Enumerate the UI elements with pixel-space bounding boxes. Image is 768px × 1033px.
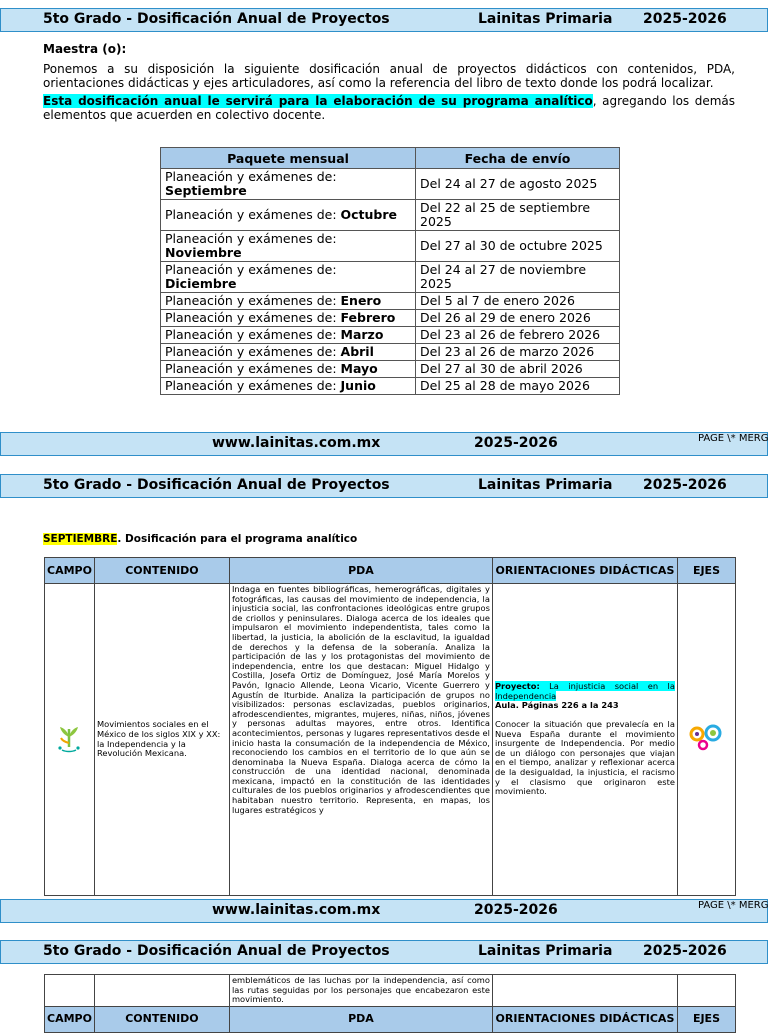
footer-website: www.lainitas.com.mx	[212, 435, 381, 451]
intro	[43, 42, 735, 122]
header-title: 5to Grado - Dosificación Anual de Proyectos	[43, 11, 390, 27]
col-ejes: EJES	[677, 558, 735, 584]
package-prefix: Planeación y exámenes de:	[165, 231, 337, 246]
package-month: Enero	[340, 293, 382, 308]
package-month-cell	[161, 231, 416, 262]
col-pda-2: PDA	[229, 1006, 492, 1032]
package-month: Septiembre	[165, 183, 247, 198]
page-header-2	[0, 474, 768, 498]
section-month: SEPTIEMBRE	[43, 533, 118, 545]
package-month-cell	[161, 378, 416, 395]
page-header-3	[0, 940, 768, 964]
footer-year-2: 2025-2026	[474, 902, 558, 918]
intro-tail: , agregando los demás elementos que acuerden en colectivo docente.	[43, 94, 735, 122]
table-row	[45, 975, 736, 1007]
table-row	[161, 293, 620, 310]
package-table	[160, 147, 620, 395]
package-month-cell	[161, 293, 416, 310]
package-date: Del 24 al 27 de agosto 2025	[416, 169, 620, 200]
pda-continuation: emblemáticos de las luchas por la independencia, así como las rutas seguidas por los personajes que encabezaron este movimiento.	[229, 975, 492, 1007]
header-year-2: 2025-2026	[643, 477, 727, 493]
pda-cell: Indaga en fuentes bibliográficas, hemerográficas, digitales y fotográficas, las causas del movimiento de independencia, la injusticia social, las confrontaciones ideológicas entre grupos de criollos y peninsulares. Dialoga acerca de los ideales que impulsaron el movimiento independentista, tales como la libertad, la justicia, la abolición de la esclavitud, la igualdad de derechos y la defensa de la soberanía. Analiza la participación de las y los protagonistas del movimiento de independencia, entre los que destacan: Miguel Hidalgo y Costilla, Josefa Ortiz de Domínguez, José María Morelos y Pavón, Ignacio Allende, Leona Vicario, Vicente Guerrero y Agustín de Iturbide. Analiza la participación de grupos no visibilizados: personas esclavizadas, pueblos originarios, afrodescendientes, migrantes, mujeres, niñas, niños, jóvenes y personas adultas mayores, entre otros. Identifica acontecimientos, personas y lugares representativos desde el inicio hasta la consumación de la independencia de México, reconociendo los cambios en el territorio de lo que aún se denominaba la Nueva España. Dialoga acerca de cómo la construcción de una identidad nacional, denominada mexicana, impactó en la constitución de las identidades culturales de los pueblos originarios y afrodescendientes que habitaban nuestro territorio. Representa, en mapas, los lugares estratégicos y	[229, 584, 492, 896]
package-month: Junio	[340, 378, 376, 393]
package-prefix: Planeación y exámenes de:	[165, 207, 341, 222]
package-month: Febrero	[340, 310, 396, 325]
table-row	[161, 378, 620, 395]
table-row	[161, 231, 620, 262]
package-prefix: Planeación y exámenes de:	[165, 262, 337, 277]
table-row	[161, 344, 620, 361]
page-header	[0, 8, 768, 32]
package-date: Del 25 al 28 de mayo 2026	[416, 378, 620, 395]
package-date: Del 24 al 27 de noviembre 2025	[416, 262, 620, 293]
package-header-month: Paquete mensual	[161, 148, 416, 169]
package-month-cell	[161, 200, 416, 231]
table-row	[161, 169, 620, 200]
page-number-field: PAGE \* MERG	[698, 433, 768, 444]
package-month-cell	[161, 262, 416, 293]
section-title	[43, 533, 357, 545]
ejes-articuladores-icon	[688, 723, 724, 753]
footer-website-2: www.lainitas.com.mx	[212, 902, 381, 918]
package-month: Diciembre	[165, 276, 237, 291]
package-date: Del 27 al 30 de octubre 2025	[416, 231, 620, 262]
package-header-date: Fecha de envío	[416, 148, 620, 169]
table-row	[161, 200, 620, 231]
package-month: Abril	[340, 344, 374, 359]
dosificacion-table	[44, 557, 736, 896]
campo-cell	[45, 584, 95, 896]
package-month: Noviembre	[165, 245, 242, 260]
header-year: 2025-2026	[643, 11, 727, 27]
package-month-cell	[161, 361, 416, 378]
footer-year: 2025-2026	[474, 435, 558, 451]
package-prefix: Planeación y exámenes de:	[165, 378, 341, 393]
package-prefix: Planeación y exámenes de:	[165, 169, 337, 184]
table-row	[161, 262, 620, 293]
orientaciones-cell	[492, 584, 677, 896]
package-prefix: Planeación y exámenes de:	[165, 344, 341, 359]
col-orientaciones: ORIENTACIONES DIDÁCTICAS	[492, 558, 677, 584]
header-school-2: Lainitas Primaria	[478, 477, 613, 493]
header-title-2: 5to Grado - Dosificación Anual de Proyectos	[43, 477, 390, 493]
page-footer	[0, 432, 768, 456]
package-prefix: Planeación y exámenes de:	[165, 361, 341, 376]
package-month-cell	[161, 344, 416, 361]
package-date: Del 23 al 26 de febrero 2026	[416, 327, 620, 344]
greeting: Maestra (o):	[43, 42, 127, 56]
package-date: Del 5 al 7 de enero 2026	[416, 293, 620, 310]
header-title-3: 5to Grado - Dosificación Anual de Proyectos	[43, 943, 390, 959]
col-campo: CAMPO	[45, 558, 95, 584]
project-label: Proyecto:	[494, 681, 540, 692]
table-row	[161, 327, 620, 344]
table-row	[161, 310, 620, 327]
col-pda: PDA	[229, 558, 492, 584]
intro-paragraph-2	[43, 94, 735, 122]
package-prefix: Planeación y exámenes de:	[165, 327, 341, 342]
package-month: Octubre	[340, 207, 398, 222]
project-highlight	[495, 681, 675, 701]
package-month-cell	[161, 327, 416, 344]
col-contenido-2: CONTENIDO	[94, 1006, 229, 1032]
section-subtitle: . Dosificación para el programa analítico	[117, 533, 358, 545]
etica-naturaleza-sociedades-icon	[56, 723, 82, 753]
package-month-cell	[161, 169, 416, 200]
page-number-field-2: PAGE \* MERG	[698, 900, 768, 911]
orientation-text: Conocer la situación que prevalecía en la Nueva España durante el movimiento insurgente de Independencia. Por medio de un diálogo con personajes que viajan en el tiempo, analizar y reflexionar acerca de la desigualdad, la injusticia, el racismo y el clasismo que originaron este movimiento.	[494, 719, 675, 797]
highlight-text: Esta dosificación anual le servirá para la elaboración de su programa analítico	[43, 94, 593, 108]
package-date: Del 27 al 30 de abril 2026	[416, 361, 620, 378]
project-pages: Aula. Páginas 226 a la 243	[494, 700, 619, 711]
package-month-cell	[161, 310, 416, 327]
package-month: Mayo	[340, 361, 378, 376]
col-campo-2: CAMPO	[45, 1006, 95, 1032]
col-ejes-2: EJES	[677, 1006, 735, 1032]
package-date: Del 22 al 25 de septiembre 2025	[416, 200, 620, 231]
col-orientaciones-2: ORIENTACIONES DIDÁCTICAS	[492, 1006, 677, 1032]
package-prefix: Planeación y exámenes de:	[165, 293, 341, 308]
header-year-3: 2025-2026	[643, 943, 727, 959]
col-contenido: CONTENIDO	[94, 558, 229, 584]
header-school-3: Lainitas Primaria	[478, 943, 613, 959]
table-row	[161, 361, 620, 378]
contenido-cell: Movimientos sociales en el México de los siglos XIX y XX: la Independencia y la Revolución Mexicana.	[94, 584, 229, 896]
package-date: Del 26 al 29 de enero 2026	[416, 310, 620, 327]
intro-paragraph: Ponemos a su disposición la siguiente dosificación anual de proyectos didácticos con contenidos, PDA, orientaciones didácticas y ejes articuladores, así como la referencia del libro de texto donde los podrá localizar.	[43, 62, 735, 90]
package-prefix: Planeación y exámenes de:	[165, 310, 341, 325]
page-footer-2	[0, 899, 768, 923]
ejes-cell	[677, 584, 735, 896]
header-school: Lainitas Primaria	[478, 11, 613, 27]
project-name: La injusticia social en la Independencia	[494, 681, 675, 701]
package-date: Del 23 al 26 de marzo 2026	[416, 344, 620, 361]
package-month: Marzo	[340, 327, 384, 342]
table-row	[45, 584, 736, 896]
